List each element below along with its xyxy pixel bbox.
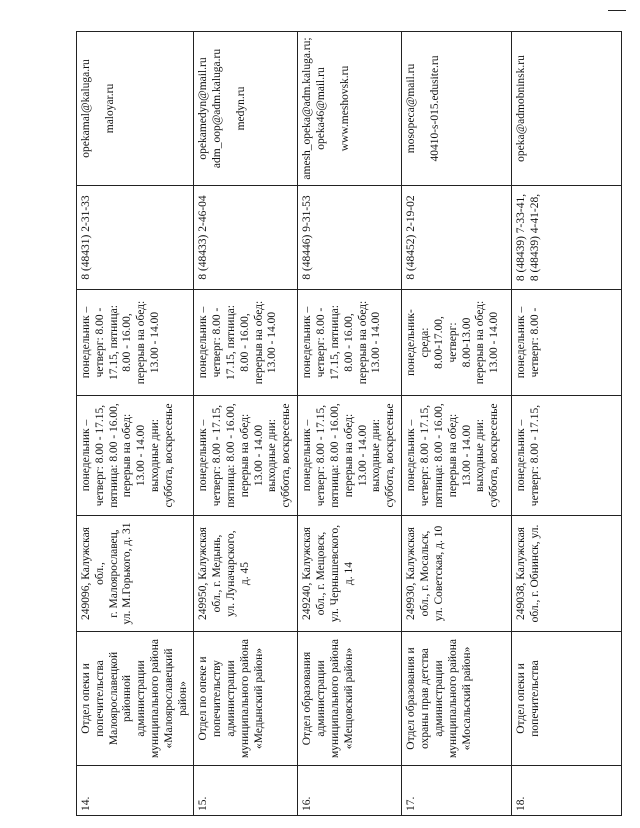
working-hours: понедельник – четверг: 8.00 - 17.15, пятница: 8.00 - 16.00, перерыв на обед: 13.00 - 14.00 выходные дни: суббота, воскресенье [298,396,402,516]
working-hours: понедельник – четверг: 8.00 - 17.15, пятница: 8.00 - 16.00, перерыв на обед: 13.00 - 14.00 выходные дни: суббота, воскресенье [194,396,298,516]
contacts-cell [77,32,194,186]
row-number: 18. [512,766,622,816]
table-row [298,32,402,816]
row-number: 16. [298,766,402,816]
email: opekamedyn@mail.ru adm_oop@adm.kaluga.ru [197,48,224,169]
address: 249930, Калужская обл., г. Мосальск, ул. Советская, д. 10 [402,516,512,632]
row-number: 14. [77,766,194,816]
email: amesh_opeka@adm.kaluga.ru; opeka46@mail.ru [301,37,328,180]
contacts-cell [512,32,622,186]
row-number: 17. [402,766,512,816]
phone: 8 (48452) 2-19-02 [402,186,512,290]
website: 40410-s-015.edusite.ru [429,55,442,162]
contacts-cell [298,32,402,186]
rotated-table-wrapper [76,32,590,816]
website: maloyar.ru [103,83,116,134]
phone: 8 (48439) 7-33-41, 8 (48439) 4-41-28, [512,186,622,290]
website: medyn.ru [234,86,247,131]
working-hours: понедельник – четверг: 8.00 - 17.15, [512,396,622,516]
reception-hours: понедельник – четверг: 8.00 - 17.15, пятница: 8.00 - 16.00, перерыв на обед: 13.00 - 14.00 [298,290,402,396]
reception-hours: понедельник- среда: 8.00-17.00, четверг: 8.00-13.00 перерыв на обед: 13.00 - 14.00 [402,290,512,396]
phone: 8 (48431) 2-31-33 [77,186,194,290]
reception-hours: понедельник – четверг: 8.00 - [512,290,622,396]
address: 249096, Калужская обл., г. Малоярославец, ул. М.Горького, д. 31 [77,516,194,632]
department-name: Отдел образования администрации муниципального района «Мещовский район» [298,632,402,766]
working-hours: понедельник – четверг: 8.00 - 17.15, пятница: 8.00 - 16.00, перерыв на обед: 13.00 - 14.00 выходные дни: суббота, воскресенье [402,396,512,516]
table-row [194,32,298,816]
email: mosopeca@mail.ru [405,63,418,154]
department-name: Отдел образования и охраны прав детства администрации муниципального района «Мосальский район» [402,632,512,766]
reception-hours: понедельник – четверг: 8.00 - 17.15, пятница: 8.00 - 16.00, перерыв на обед: 13.00 - 14.00 [194,290,298,396]
website: www.meshovsk.ru [338,65,351,152]
address: 249950, Калужская обл., г. Медынь, ул. Луначарского, д. 45 [194,516,298,632]
spacer [419,36,429,181]
contacts-cell [194,32,298,186]
email: opeka@admobninsk.ru [515,55,528,162]
contacts-table [76,31,622,816]
department-name: Отдел опеки и попечительства [512,632,622,766]
department-name: Отдел по опеке и попечительству администрации муниципального района «Медынский район» [194,632,298,766]
spacer [225,36,235,181]
email: opekamal@kaluga.ru [80,59,92,158]
table-row [512,32,622,816]
spacer [529,36,539,181]
contacts-cell [402,32,512,186]
page-corner-mark [608,10,626,11]
table-row [402,32,512,816]
reception-hours: понедельник – четверг: 8.00 - 17.15, пятница: 8.00 - 16.00, перерыв на обед: 13.00 - 14.00 [77,290,194,396]
spacer [329,36,339,181]
phone: 8 (48446) 9-31-53 [298,186,402,290]
address: 249240, Калужская обл., г. Мещовск, ул. Чернышевского, д. 14 [298,516,402,632]
table-row [77,32,194,816]
row-number: 15. [194,766,298,816]
spacer [94,36,104,181]
address: 249038, Калужская обл., г. Обнинск, ул. [512,516,622,632]
phone: 8 (48433) 2-46-04 [194,186,298,290]
department-name: Отдел опеки и попечительства Малоярославецкой районной администрации муниципального района «Малоярославецкий район» [77,632,194,766]
working-hours: понедельник – четверг: 8.00 - 17.15, пятница: 8.00 - 16.00, перерыв на обед: 13.00 - 14.00 выходные дни: суббота, воскресенье [77,396,194,516]
